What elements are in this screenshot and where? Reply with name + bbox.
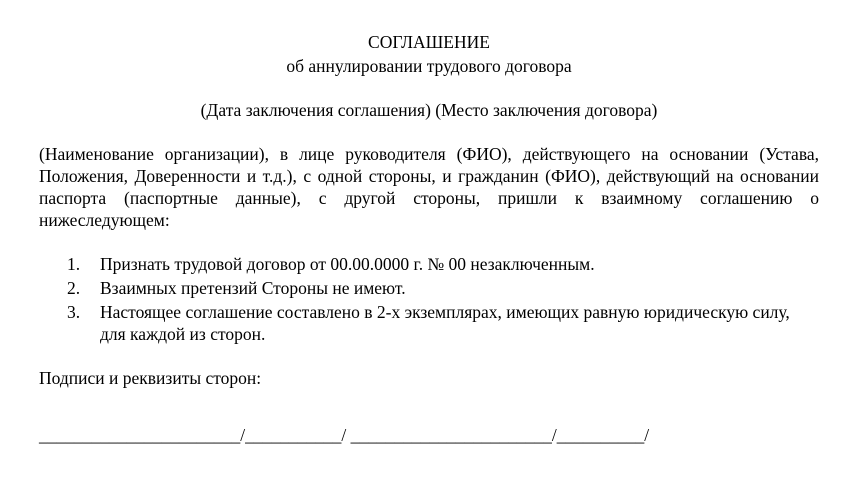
document-subtitle: об аннулировании трудового договора [286, 56, 572, 76]
term-number: 1. [67, 254, 81, 274]
signatures-label: Подписи и реквизиты сторон: [39, 368, 262, 388]
term-item [39, 253, 819, 275]
term-item [39, 301, 819, 345]
term-item [39, 277, 819, 299]
date-place-line: (Дата заключения соглашения) (Место заключения договора) [200, 100, 658, 120]
term-text: Взаимных претензий Стороны не имеют. [100, 278, 406, 298]
preamble-paragraph: (Наименование организации), в лице руководителя (ФИО), действующего на основании (Устава, Положения, Доверенности и т.д.), с одной стороны, и гражданин (ФИО), действующий на основании паспорта (паспортные данные), с другой стороны, пришли к взаимному соглашению о нижеследующем: [39, 144, 819, 230]
terms-list [39, 253, 819, 345]
term-number: 3. [67, 302, 81, 322]
agreement-document [39, 31, 819, 389]
term-text: Признать трудовой договор от 00.00.0000 г. № 00 незаключенным. [100, 254, 595, 274]
term-text: Настоящее соглашение составлено в 2-х экземплярах, имеющих равную юридическую силу, для каждой из сторон. [100, 302, 790, 344]
signature-line: _______________________/___________/ _______________________/__________/ [39, 425, 650, 445]
document-title: СОГЛАШЕНИЕ [368, 32, 490, 52]
term-number: 2. [67, 278, 81, 298]
